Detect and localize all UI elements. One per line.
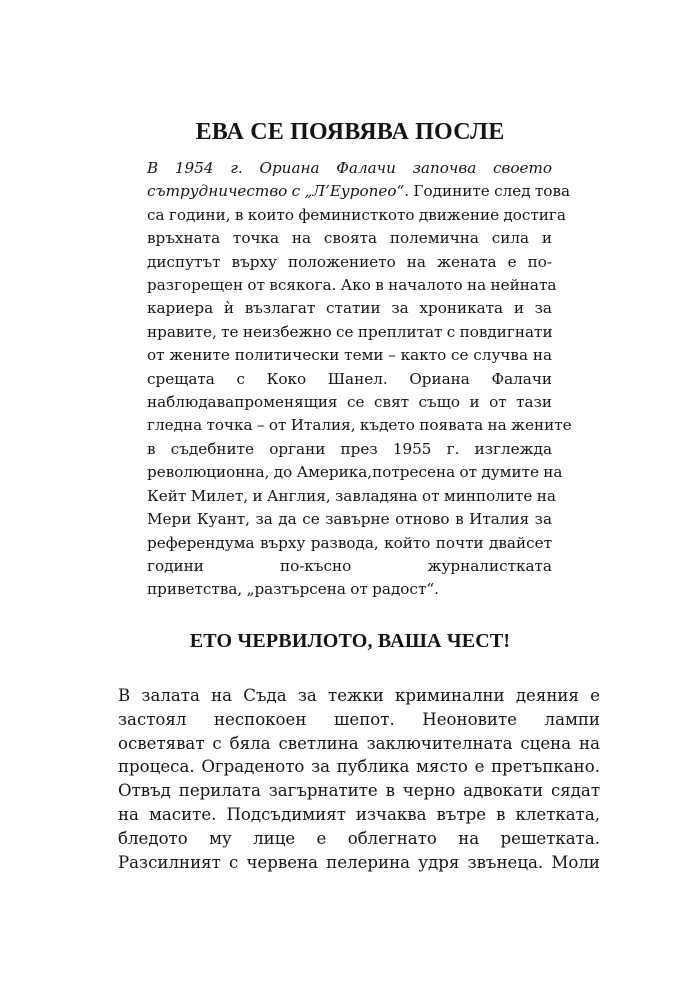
text-line: бледото му лице е облегнато на решетката. [118, 828, 600, 848]
text-line: В залата на Съда за тежки криминални деяния е [118, 686, 600, 705]
paragraph-eve [147, 157, 572, 602]
text-line: години по-късно журналистката [147, 556, 552, 575]
text-line: от жените политически теми – както се случва на [147, 346, 552, 365]
section-title-eve: ЕВА СЕ ПОЯВЯВА ПОСЛЕ [195, 119, 505, 145]
text-line: наблюдавапроменящия се свят също и от тази [147, 393, 552, 412]
italic-text: сътрудничество с „Л’Еуропео“. [147, 182, 410, 201]
text-line: на масите. Подсъдимият изчаква вътре в клетката, [118, 804, 600, 824]
text-line: Отвъд перилата загърнатите в черно адвокати сядат [118, 781, 600, 801]
text-line: застоял неспокоен шепот. Неоновите лампи [118, 709, 600, 729]
italic-text: В 1954 г. Ориана Фалачи започва своето [147, 159, 552, 177]
text-line: диспутът върху положението на жената е по- [147, 252, 552, 271]
text-line [147, 157, 552, 180]
text-line: гледна точка – от Италия, където появата на жените [147, 416, 572, 435]
text-line: Мери Куант, за да се завърне отново в Италия за [147, 510, 552, 529]
text-line: са години, в които феминисткото движение достига [147, 205, 566, 224]
text-line: Кейт Милет, и Англия, завладяна от минполите на [147, 486, 556, 505]
text-line: Разсилният с червена пелерина удря звънеца. Моли [118, 852, 600, 872]
paragraph-court [118, 684, 600, 874]
text-line: кариера ѝ възлагат статии за хрониката и за [147, 299, 552, 318]
text-line: референдума върху развода, който почти двайсет [147, 533, 552, 552]
section-title-lipstick: ЕТО ЧЕРВИЛОТО, ВАША ЧЕСТ! [189, 630, 511, 652]
text-line: осветяват с бяла светлина заключителната сцена на [118, 733, 600, 753]
text-line: срещата с Коко Шанел. Ориана Фалачи [147, 369, 552, 388]
text-fragment: Годините след това [409, 182, 571, 201]
text-line: процеса. Ограденото за публика място е претъпкано. [118, 757, 600, 777]
text-line: революционна, до Америка,потресена от думите на [147, 463, 563, 482]
text-line: разгорещен от всякога. Ако в началото на нейната [147, 276, 557, 295]
text-line [147, 180, 571, 203]
text-line: приветства, „разтърсена от радост“. [147, 580, 439, 599]
text-line: в съдебните органи през 1955 г. изглежда [147, 439, 552, 458]
text-line: връхната точка на своята полемична сила и [147, 229, 552, 248]
text-line: нравите, те неизбежно се преплитат с повдигнати [147, 322, 553, 341]
